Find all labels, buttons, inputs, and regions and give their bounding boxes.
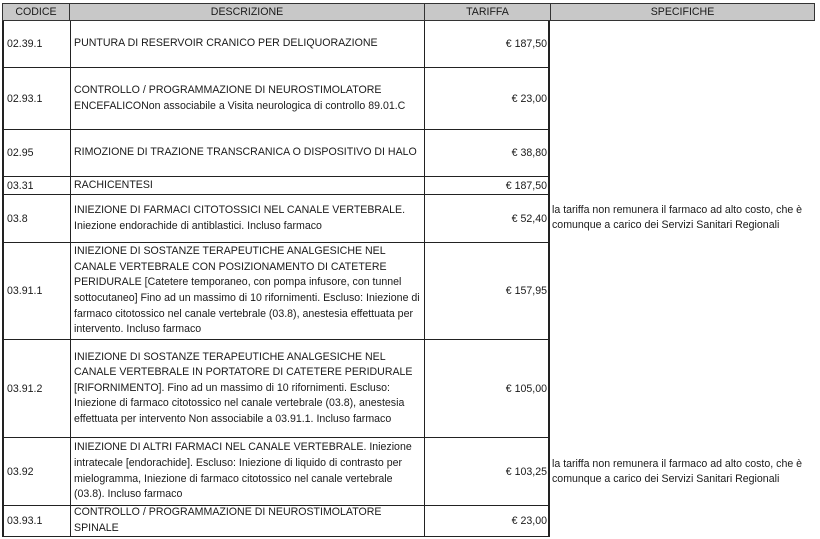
description-cell: INIEZIONE DI FARMACI CITOTOSSICI NEL CANALE VERTEBRALE. Iniezione endorachide di antiblastici. Incluso farmaco (70, 195, 424, 243)
table-header (2, 3, 815, 21)
description-cell: CONTROLLO / PROGRAMMAZIONE DI NEUROSTIMOLATORE SPINALE (70, 506, 424, 537)
description-cell: RACHICENTESI (70, 177, 424, 195)
code-cell: 03.8 (2, 195, 70, 243)
header-specifiche: SPECIFICHE (650, 6, 715, 18)
table-row (2, 195, 550, 243)
table-row (2, 340, 550, 438)
header-codice: CODICE (3, 4, 70, 20)
tariff-cell: € 52,40 (424, 195, 550, 243)
code-cell: 03.93.1 (2, 506, 70, 537)
tariff-cell: € 38,80 (424, 130, 550, 177)
description-cell: INIEZIONE DI SOSTANZE TERAPEUTICHE ANALGESICHE NEL CANALE VERTEBRALE IN PORTATORE DI CATETERE PERIDURALE [RIFORNIMENTO]. Fino ad un massimo di 10 rifornimenti. Escluso: Iniezione di farmaco citotossico nel canale vertebrale (03.8), anestesia effettuata per intervento Non associabile a 03.91.1. Incluso farmaco (70, 340, 424, 438)
code-cell: 02.39.1 (2, 21, 70, 68)
header-tariffa: TARIFFA (425, 4, 551, 20)
tariff-cell: € 23,00 (424, 68, 550, 130)
table-row (2, 177, 550, 195)
description-cell: INIEZIONE DI SOSTANZE TERAPEUTICHE ANALGESICHE NEL CANALE VERTEBRALE CON POSIZIONAMENTO DI CATETERE PERIDURALE [Catetere temporaneo, con pompa infusore, con tunnel sottocutaneo] Fino ad un massimo di 10 rifornimenti. Escluso: Iniezione di farmaco citotossico nel canale vertebrale (03.8), anestesia effettuata per intervento. Incluso farmaco (70, 243, 424, 340)
description-cell: RIMOZIONE DI TRAZIONE TRANSCRANICA O DISPOSITIVO DI HALO (70, 130, 424, 177)
table-row (2, 438, 550, 506)
code-cell: 02.93.1 (2, 68, 70, 130)
table-row (2, 68, 550, 130)
table-row (2, 506, 550, 537)
description-cell: INIEZIONE DI ALTRI FARMACI NEL CANALE VERTEBRALE. Iniezione intratecale [endorachide]. Escluso: Iniezione di liquido di contrasto per mielogramma, Iniezione di farmaco citotossico nel canale vertebrale (03.8). Incluso farmaco (70, 438, 424, 506)
code-cell: 03.92 (2, 438, 70, 506)
tariff-cell: € 105,00 (424, 340, 550, 438)
code-cell: 03.91.1 (2, 243, 70, 340)
code-cell: 03.31 (2, 177, 70, 195)
header-descrizione: DESCRIZIONE (70, 4, 425, 20)
description-cell: CONTROLLO / PROGRAMMAZIONE DI NEUROSTIMOLATORE ENCEFALICONon associabile a Visita neurologica di controllo 89.01.C (70, 68, 424, 130)
table-row (2, 21, 550, 68)
description-cell: PUNTURA DI RESERVOIR CRANICO PER DELIQUORAZIONE (70, 21, 424, 68)
table-row (2, 243, 550, 340)
tariff-cell: € 103,25 (424, 438, 550, 506)
tariff-cell: € 187,50 (424, 177, 550, 195)
tariff-cell: € 23,00 (424, 506, 550, 537)
spec-note-03-92: la tariffa non remunera il farmaco ad alto costo, che è comunque a carico dei Servizi Sanitari Regionali (552, 458, 803, 486)
tariff-cell: € 157,95 (424, 243, 550, 340)
tariff-cell: € 187,50 (424, 21, 550, 68)
code-cell: 02.95 (2, 130, 70, 177)
code-cell: 03.91.2 (2, 340, 70, 438)
table-row (2, 130, 550, 177)
spec-note-03-8: la tariffa non remunera il farmaco ad alto costo, che è comunque a carico dei Servizi Sanitari Regionali (552, 204, 803, 232)
